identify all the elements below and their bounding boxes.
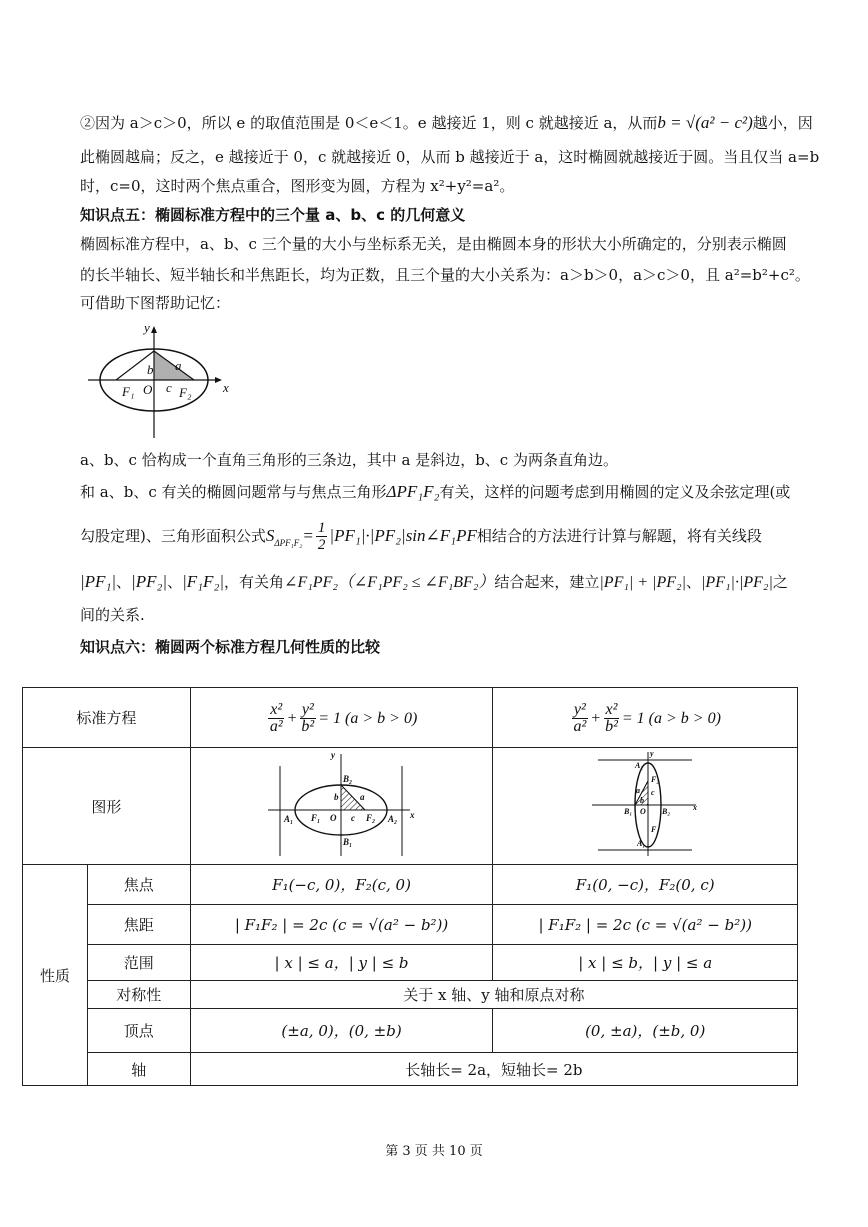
fig-h-b2: B₂ <box>342 774 352 784</box>
eq2-y-num: y² <box>573 701 586 718</box>
area-formula-s: S <box>265 526 275 545</box>
area-formula-subscript: ΔPF₁F₂ <box>274 538 303 548</box>
figure-label: 图形 <box>23 748 191 865</box>
fig-v-f2: F₂ <box>651 775 660 784</box>
label-o: O <box>143 382 153 397</box>
label-c: c <box>166 380 172 395</box>
horizontal-ellipse-figure <box>264 748 420 860</box>
row-label-vertices: 顶点 <box>87 1009 190 1053</box>
eq2-x-den: b² <box>605 718 618 735</box>
angle-formula: ∠F₁PF₂（∠F₁PF₂ ≤ ∠F₁BF₂） <box>284 574 495 591</box>
std-eq-label: 标准方程 <box>23 688 191 748</box>
fig-v-x: x <box>693 803 698 812</box>
focal-triangle-formula: ΔPF₁F₂ <box>386 482 440 501</box>
foci-horizontal: F₁(−c, 0)，F₂(c, 0) <box>190 865 493 905</box>
label-f2: F₂ <box>179 385 192 400</box>
sep3: 、 <box>686 573 702 591</box>
eq2-rest: = 1 (a > b > 0) <box>621 709 721 727</box>
table-row <box>23 688 798 748</box>
eq1-x-num: x² <box>270 701 283 718</box>
sep1: 、 <box>116 573 132 591</box>
table-row <box>23 1053 798 1086</box>
range-horizontal: | x | ≤ a，| y | ≤ b <box>190 945 493 981</box>
para3-line3-text-a: 勾股定理)、三角形面积公式 <box>80 527 266 545</box>
para3-line3 <box>80 514 762 558</box>
row-label-focal-length: 焦距 <box>87 905 190 945</box>
table-row <box>23 748 798 865</box>
prop-label: 性质 <box>23 865 88 1086</box>
focal-length-vertical: | F₁F₂ | = 2c (c = √(a² − b²)) <box>493 905 798 945</box>
label-a: a <box>175 358 182 373</box>
eq1-rest: = 1 (a > b > 0) <box>318 709 418 727</box>
fig-v-b1: B₁ <box>624 807 633 816</box>
para1-line1-text-a: ②因为 a＞c＞0，所以 e 的取值范围是 0＜e＜1。e 越接近 1，则 c 就越接近 a，从而 <box>80 114 658 132</box>
eq2-plus: + <box>590 709 602 727</box>
y-axis-arrow <box>151 326 157 333</box>
label-x: x <box>223 380 229 395</box>
eq1-y-den: b² <box>301 718 315 735</box>
seg-pf2: |PF₂| <box>131 572 168 591</box>
para1-line2: 此椭圆越扁；反之，e 越接近于 0，c 就越接近 0，从而 b 越接近于 a，这时椭圆就越接近于圆。当且仅当 a=b <box>80 148 820 166</box>
axis-merged: 长轴长= 2a，短轴长= 2b <box>190 1053 797 1086</box>
page-footer: 第 3 页 共 10 页 <box>385 1144 483 1159</box>
vertices-vertical: (0, ±a)，(±b, 0) <box>493 1009 798 1053</box>
table-row <box>23 865 798 905</box>
fig-h-o: O <box>329 813 337 823</box>
para3-line3-text-b: 相结合的方法进行计算与解题，将有关线段 <box>476 527 762 545</box>
para2-line3: 可借助下图帮助记忆： <box>80 294 231 312</box>
row-label-axis: 轴 <box>87 1053 190 1086</box>
fig-v-b: b <box>640 796 645 805</box>
x-axis-arrow <box>215 377 222 383</box>
para3-line2-text-a: 和 a、b、c 有关的椭圆问题常与与焦点三角形 <box>80 483 387 501</box>
b-formula: b = √(a² − c²) <box>657 113 753 132</box>
fig-h-b: b <box>333 792 339 802</box>
row-label-range: 范围 <box>87 945 190 981</box>
label-y: y <box>144 320 150 335</box>
fig-h-f2: F₂ <box>365 813 375 823</box>
sep2: 、 <box>167 573 183 591</box>
fig-h-a1: A₁ <box>283 814 293 824</box>
figure-horizontal-cell <box>190 748 493 865</box>
fig-h-a2: A₂ <box>387 814 397 824</box>
fig-v-c: c <box>651 788 655 797</box>
para3-line4-text-b: 结合起来，建立 <box>494 573 600 591</box>
fig-v-y: y <box>650 749 654 758</box>
fig-v-a2: A₂ <box>635 761 644 770</box>
figure-vertical-cell <box>493 748 798 865</box>
eq2-x-num: x² <box>605 701 618 718</box>
eq2-y-den: a² <box>573 718 587 735</box>
half-denominator: 2 <box>317 536 326 553</box>
table-row <box>23 1009 798 1053</box>
heading-knowledge-point-5: 知识点五：椭圆标准方程中的三个量 a、b、c 的几何意义 <box>80 206 466 224</box>
range-vertical: | x | ≤ b，| y | ≤ a <box>493 945 798 981</box>
eq1-y-num: y² <box>301 701 314 718</box>
fig-h-c: c <box>350 813 355 823</box>
half-numerator: 1 <box>317 519 326 536</box>
label-b: b <box>147 362 154 377</box>
table-row <box>23 981 798 1009</box>
para3-line4 <box>80 572 788 593</box>
para1-line3: 时，c=0，这时两个焦点重合，图形变为圆，方程为 x²+y²=a²。 <box>80 177 515 195</box>
row-label-foci: 焦点 <box>87 865 190 905</box>
para2-line1: 椭圆标准方程中，a、b、c 三个量的大小与坐标系无关，是由椭圆本身的形状大小所确定的，分别表示椭圆 <box>80 235 787 253</box>
fig-h-b1: B₁ <box>342 837 352 847</box>
fig-v-b2: B₂ <box>662 807 671 816</box>
table-row <box>23 945 798 981</box>
focal-length-horizontal: | F₁F₂ | = 2c (c = √(a² − b²)) <box>190 905 493 945</box>
foci-vertical: F₁(0, −c)，F₂(0, c) <box>493 865 798 905</box>
row-label-symmetry: 对称性 <box>87 981 190 1009</box>
para3-line2-text-b: 有关，这样的问题考虑到用椭圆的定义及余弦定理(或 <box>439 483 791 501</box>
fig-v-a1: A₁ <box>637 839 646 848</box>
area-formula-eq: = <box>302 526 314 545</box>
eq1-plus: + <box>286 709 298 727</box>
symmetry-merged: 关于 x 轴、y 轴和原点对称 <box>190 981 797 1009</box>
para3-line1: a、b、c 恰构成一个直角三角形的三条边，其中 a 是斜边，b、c 为两条直角边。 <box>80 451 618 469</box>
vertices-horizontal: (±a, 0)，(0, ±b) <box>190 1009 493 1053</box>
eq1-x-den: a² <box>269 718 283 735</box>
seg-pf1: |PF₁| <box>80 572 117 591</box>
fig-h-x: x <box>409 810 415 820</box>
para1-line1-text-b: 越小，因 <box>752 114 813 132</box>
heading-knowledge-point-6: 知识点六：椭圆两个标准方程几何性质的比较 <box>80 638 381 656</box>
table-row <box>23 905 798 945</box>
fig-h-y: y <box>330 750 335 760</box>
seg-f1f2: |F₁F₂| <box>182 572 225 591</box>
para3-line4-text-c: 之 <box>772 573 788 591</box>
fig-v-a: a <box>636 786 641 795</box>
std-eq-vertical <box>493 688 798 748</box>
vertical-ellipse-figure <box>590 748 700 860</box>
area-formula-half <box>316 520 328 553</box>
para2-line2: 的长半轴长、短半轴长和半焦距长，均为正数，且三个量的大小关系为：a＞b＞0，a＞c＞0，且 a²=b²+c²。 <box>80 266 810 284</box>
fig-h-f1: F₁ <box>310 813 320 823</box>
fig-v-f1: F₁ <box>651 825 660 834</box>
ellipse-abc-figure <box>86 318 236 443</box>
para3-line2 <box>80 482 790 502</box>
para1-line1 <box>80 113 813 133</box>
para3-line4-text-a: ，有关角 <box>224 573 285 591</box>
fig-h-a: a <box>359 792 365 802</box>
std-eq-horizontal <box>190 688 493 748</box>
area-formula-product: |PF₁|·|PF₂|sin∠F₁PF <box>329 526 477 545</box>
sum-formula: |PF₁| + |PF₂| <box>599 574 687 591</box>
label-f1: F₁ <box>122 384 135 399</box>
comparison-table <box>22 687 798 1086</box>
product-formula: |PF₁|·|PF₂| <box>701 574 773 591</box>
para3-line5: 间的关系. <box>80 606 145 624</box>
fig-v-o: O <box>640 807 646 816</box>
